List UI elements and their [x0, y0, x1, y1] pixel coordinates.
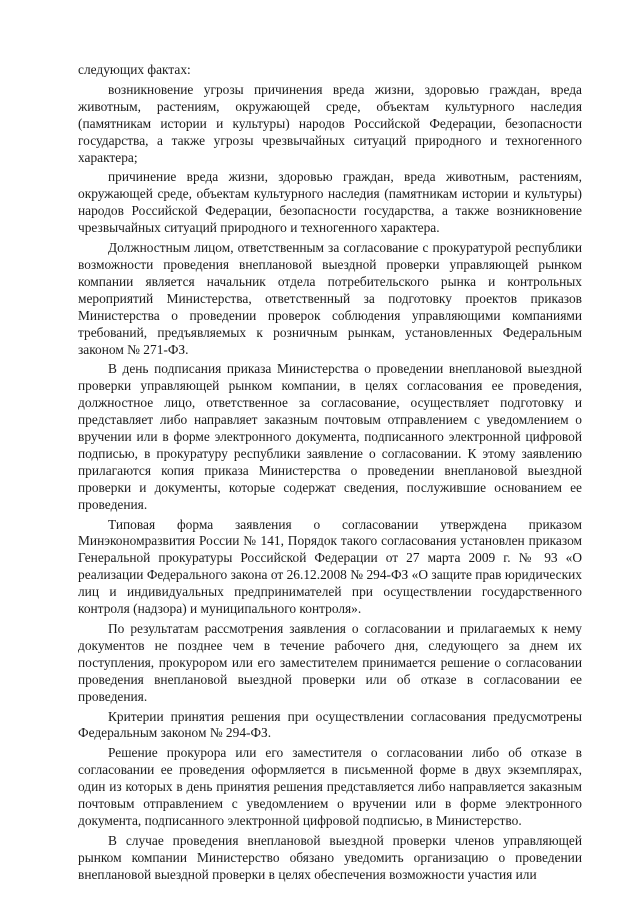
paragraph-responsible-official: Должностным лицом, ответственным за согласование с прокуратурой республики возможности проведения внеплановой выездной проверки управляющей рынком компании является начальник отдела потребительского рынка и контрольных мероприятий Министерства, ответственный за подготовку проектов приказов Министерства о проведении проверок соблюдения управляющими компаниями требований, предъявляемых к розничным рынкам, установленных Федеральным законом № 271-ФЗ.	[78, 240, 582, 357]
paragraph-intro: следующих фактах:	[78, 62, 191, 77]
paragraph-harm: причинение вреда жизни, здоровью граждан, вреда животным, растениям, окружающей среде, объектам культурного наследия (памятникам истории и культуры) народов Российской Федерации, безопасности государства, а также возникновение чрезвычайных ситуаций природного и техногенного характера.	[78, 169, 582, 236]
paragraph-decision-criteria: Критерии принятия решения при осуществлении согласования предусмотрены Федеральным законом № 294-ФЗ.	[78, 708, 582, 741]
document-page	[78, 62, 582, 884]
paragraph-signing-day: В день подписания приказа Министерства о проведении внеплановой выездной проверки управляющей рынком компании, в целях согласования ее проведения, должностное лицо, ответственное за согласование, осуществляет подготовку и представляет либо направляет заказным почтовым отправлением с уведомлением о вручении или в форме электронного документа, подписанного электронной цифровой подписью, в прокуратуру республики заявление о согласовании. К этому заявлению прилагаются копия приказа Министерства о проведении внеплановой выездной проверки и документы, которые содержат сведения, послужившие основанием ее проведения.	[78, 361, 582, 512]
paragraph-review-results: По результатам рассмотрения заявления о согласовании и прилагаемых к нему документов не позднее чем в течение рабочего дня, следующего за днем их поступления, прокурором или его заместителем принимается решение о согласовании проведения внеплановой выездной проверки или об отказе в согласовании ее проведения.	[78, 621, 582, 704]
paragraph-prosecutor-decision: Решение прокурора или его заместителя о согласовании либо об отказе в согласовании ее проведения оформляется в письменной форме в двух экземплярах, один из которых в день принятия решения представляется либо направляется заказным почтовым отправлением с уведомлением о вручении или в форме электронного документа, подписанного электронной цифровой подписью, в Министерство.	[78, 745, 582, 828]
paragraph-member-inspection: В случае проведения внеплановой выездной проверки членов управляющей рынком компании Министерство обязано уведомить организацию о проведении внеплановой выездной проверки в целях обеспечения возможности участия или	[78, 832, 582, 882]
paragraph-standard-form: Типовая форма заявления о согласовании утверждена приказом Минэкономразвития России № 141, Порядок такого согласования установлен приказом Генеральной прокуратуры Российской Федерации от 27 марта 2009 г. № 93 «О реализации Федерального закона от 26.12.2008 № 294-ФЗ «О защите прав юридических лиц и индивидуальных предпринимателей при осуществлении государственного контроля (надзора) и муниципального контроля».	[78, 516, 582, 617]
paragraph-threat: возникновение угрозы причинения вреда жизни, здоровью граждан, вреда животным, растениям, окружающей среде, объектам культурного наследия (памятникам истории и культуры) народов Российской Федерации, безопасности государства, а также угрозы чрезвычайных ситуаций природного и техногенного характера;	[78, 81, 582, 165]
